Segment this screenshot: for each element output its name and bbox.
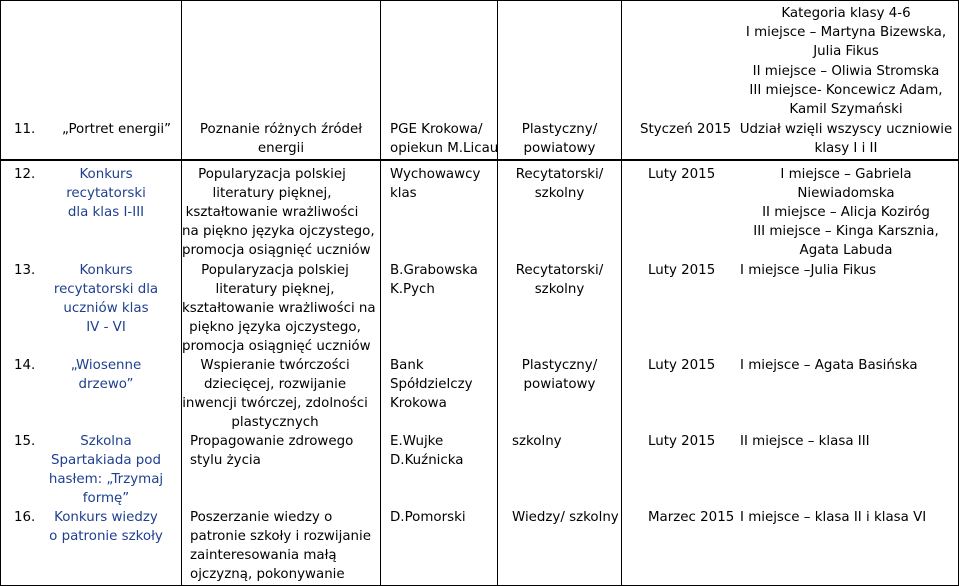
category-text: powiatowy bbox=[523, 141, 596, 156]
partner-text: klas bbox=[390, 186, 417, 201]
partner-text: Krokowa bbox=[390, 396, 447, 411]
competition-name: o patronie szkoły bbox=[49, 529, 163, 544]
row-number: 12. bbox=[14, 167, 36, 182]
partner-text: K.Pych bbox=[390, 282, 435, 297]
goal-text: Propagowanie zdrowego bbox=[190, 434, 354, 449]
result-line: Niewiadomska bbox=[797, 186, 895, 201]
competition-name: recytatorski dla bbox=[53, 282, 159, 297]
date-text: Luty 2015 bbox=[648, 358, 716, 373]
result-line: Kategoria klasy 4-6 bbox=[781, 6, 911, 21]
category-text: szkolny bbox=[512, 434, 562, 449]
goal-text: inwencji twórczej, zdolności bbox=[182, 396, 368, 411]
goal-text: Poznanie różnych źródeł bbox=[199, 122, 363, 137]
result-line: II miejsce – Alicja Koziróg bbox=[762, 205, 930, 220]
competition-name: dla klas I-III bbox=[67, 205, 145, 220]
date-text: Marzec 2015 bbox=[648, 510, 735, 525]
row-number: 15. bbox=[14, 434, 36, 449]
competition-name: recytatorski bbox=[66, 186, 146, 201]
result-line: I miejsce – Agata Basińska bbox=[740, 358, 918, 373]
result-line: Agata Labuda bbox=[799, 243, 893, 258]
competition-name: formę” bbox=[82, 491, 130, 506]
category-text: Recytatorski/ bbox=[515, 263, 604, 278]
competition-name: hasłem: „Trzymaj bbox=[48, 472, 164, 487]
goal-text: Wspieranie twórczości bbox=[200, 358, 350, 373]
category-text: szkolny bbox=[534, 282, 585, 297]
goal-text: zainteresowania małą bbox=[190, 548, 337, 563]
result-line: III miejsce- Koncewicz Adam, bbox=[749, 83, 943, 98]
goal-text: kształtowanie wrażliwości bbox=[185, 205, 359, 220]
partner-text: Bank bbox=[390, 358, 424, 373]
goal-text: energii bbox=[257, 141, 305, 156]
row-number: 11. bbox=[14, 122, 36, 137]
date-text: Luty 2015 bbox=[648, 263, 716, 278]
goal-text: ojczyzną, pokonywanie bbox=[190, 567, 345, 582]
category-text: Wiedzy/ szkolny bbox=[512, 510, 619, 525]
goal-text: promocja osiągnięć uczniów bbox=[182, 243, 371, 258]
partner-text: opiekun M.Licau bbox=[390, 141, 499, 156]
partner-text: E.Wujke bbox=[390, 434, 444, 449]
result-line: I miejsce – Gabriela bbox=[780, 167, 912, 182]
partner-text: D.Kuźnicka bbox=[390, 453, 464, 468]
partner-text: Spółdzielczy bbox=[390, 377, 473, 392]
competition-name: IV - VI bbox=[86, 320, 126, 335]
goal-text: piękno języka ojczystego, bbox=[189, 320, 361, 335]
row-number: 16. bbox=[14, 510, 36, 525]
goal-text: promocja osiągnięć uczniów bbox=[182, 339, 371, 354]
row-number: 13. bbox=[14, 263, 36, 278]
category-text: powiatowy bbox=[523, 377, 596, 392]
competition-name: Konkurs bbox=[79, 167, 133, 182]
result-line: III miejsce – Kinga Karsznia, bbox=[753, 224, 939, 239]
goal-text: Popularyzacja polskiej bbox=[201, 263, 349, 278]
category-text: szkolny bbox=[534, 186, 585, 201]
partner-text: D.Pomorski bbox=[390, 510, 466, 525]
goal-text: na piękno języka ojczystego, bbox=[182, 224, 375, 239]
grid-line bbox=[0, 0, 1, 586]
result-line: klasy I i II bbox=[814, 141, 878, 156]
competition-name: Szkolna bbox=[80, 434, 132, 449]
partner-text: PGE Krokowa/ bbox=[390, 122, 483, 137]
goal-text: patronie szkoły i rozwijanie bbox=[190, 529, 371, 544]
goal-text: dziecięcej, rozwijanie bbox=[203, 377, 347, 392]
result-line: Kamil Szymański bbox=[789, 102, 903, 117]
row-number: 14. bbox=[14, 358, 36, 373]
partner-text: B.Grabowska bbox=[390, 263, 478, 278]
goal-text: stylu życia bbox=[190, 453, 261, 468]
date-text: Luty 2015 bbox=[648, 434, 716, 449]
goal-text: Popularyzacja polskiej bbox=[198, 167, 346, 182]
goal-text: kształtowanie wrażliwości na bbox=[182, 301, 376, 316]
grid-line bbox=[621, 0, 622, 586]
competition-name: „Wiosenne bbox=[70, 358, 142, 373]
competition-name: drzewo” bbox=[78, 377, 134, 392]
competition-name: Konkurs bbox=[79, 263, 133, 278]
result-line: Udział wzięli wszyscy uczniowie bbox=[739, 122, 953, 137]
result-line: Julia Fikus bbox=[813, 44, 879, 59]
goal-text: plastycznych bbox=[231, 415, 319, 430]
category-text: Plastyczny/ bbox=[521, 122, 598, 137]
competition-name: „Portret energii” bbox=[62, 122, 172, 137]
category-text: Plastyczny/ bbox=[521, 358, 598, 373]
result-line: II miejsce – Oliwia Stromska bbox=[752, 64, 940, 79]
result-line: I miejsce – klasa II i klasa VI bbox=[740, 510, 927, 525]
goal-text: literatury pięknej, bbox=[215, 282, 335, 297]
goal-text: literatury pięknej, bbox=[212, 186, 332, 201]
result-line: I miejsce – Martyna Bizewska, bbox=[745, 25, 947, 40]
competition-name: Konkurs wiedzy bbox=[54, 510, 158, 525]
grid-line bbox=[0, 160, 959, 161]
category-text: Recytatorski/ bbox=[515, 167, 604, 182]
grid-line bbox=[380, 0, 381, 586]
goal-text: Poszerzanie wiedzy o bbox=[190, 510, 333, 525]
partner-text: Wychowawcy bbox=[390, 167, 481, 182]
competition-name: uczniów klas bbox=[63, 301, 149, 316]
competition-name: Spartakiada pod bbox=[50, 453, 161, 468]
date-text: Styczeń 2015 bbox=[640, 122, 732, 137]
result-line: II miejsce – klasa III bbox=[740, 434, 870, 449]
grid-line bbox=[0, 0, 959, 1]
result-line: I miejsce –Julia Fikus bbox=[740, 263, 877, 278]
date-text: Luty 2015 bbox=[648, 167, 716, 182]
